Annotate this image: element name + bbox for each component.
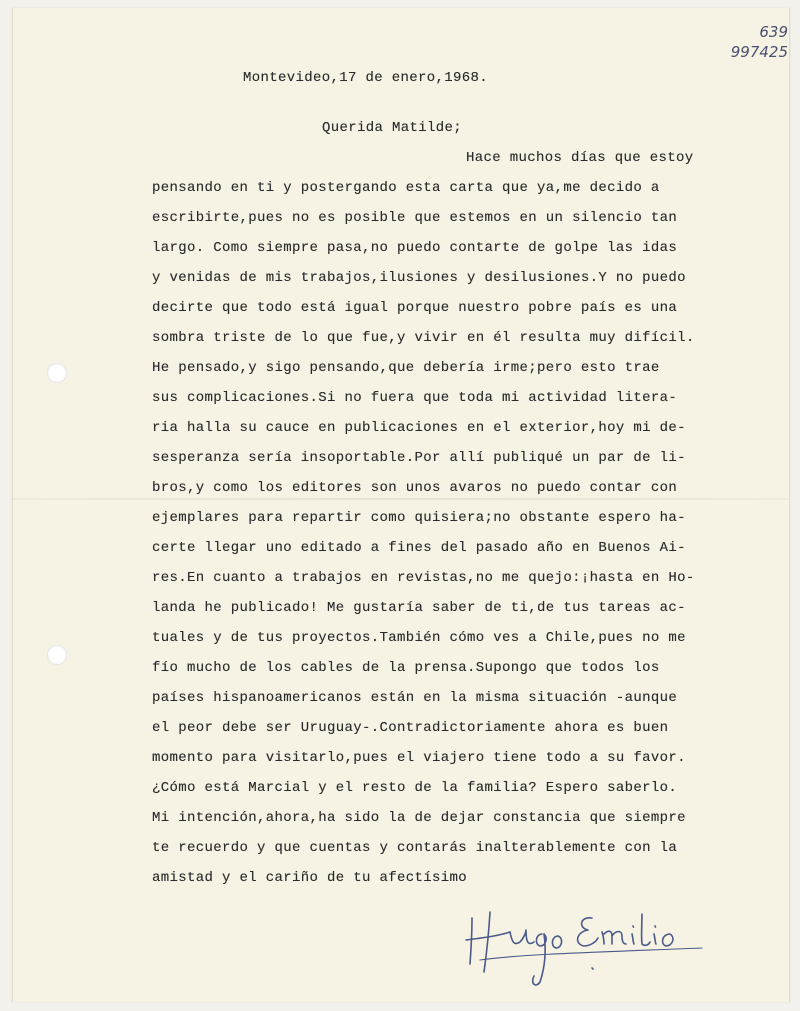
letter-line: bros,y como los editores son unos avaros no puedo contar con: [152, 480, 678, 496]
letter-line: landa he publicado! Me gustaría saber de ti,de tus tareas ac-: [152, 600, 686, 616]
letter-line: escribirte,pues no es posible que estemos en un silencio tan: [152, 210, 678, 226]
page-fold: [12, 498, 788, 500]
letter-line: Mi intención,ahora,ha sido la de dejar constancia que siempre: [152, 810, 686, 826]
punch-hole-bottom: [47, 645, 67, 665]
letter-line: pensando en ti y postergando esta carta que ya,me decido a: [152, 180, 660, 196]
letter-line: sus complicaciones.Si no fuera que toda mi actividad litera-: [152, 390, 678, 406]
letter-line: He pensado,y sigo pensando,que debería irme;pero esto trae: [152, 360, 660, 376]
letter-line: sombra triste de lo que fue,y vivir en él resulta muy difícil.: [152, 330, 695, 346]
letter-line: decirte que todo está igual porque nuestro pobre país es una: [152, 300, 678, 316]
punch-hole-top: [47, 363, 67, 383]
letter-line: te recuerdo y que cuentas y contarás inalterablemente con la: [152, 840, 678, 856]
letter-line: ria halla su cauce en publicaciones en el exterior,hoy mi de-: [152, 420, 686, 436]
letter-line: res.En cuanto a trabajos en revistas,no me quejo:¡hasta en Ho-: [152, 570, 695, 586]
letter-line: tuales y de tus proyectos.También cómo ves a Chile,pues no me: [152, 630, 686, 646]
letter-line: amistad y el cariño de tu afectísimo: [152, 870, 468, 886]
letter-line: certe llegar uno editado a fines del pasado año en Buenos Ai-: [152, 540, 686, 556]
letter-line: ¿Cómo está Marcial y el resto de la familia? Espero saberlo.: [152, 780, 678, 796]
letter-line: Hace muchos días que estoy: [466, 150, 694, 166]
letter-line: largo. Como siempre pasa,no puedo contarte de golpe las idas: [152, 240, 678, 256]
letter-line: fío mucho de los cables de la prensa.Supongo que todos los: [152, 660, 660, 676]
letter-line: ejemplares para repartir como quisiera;no obstante espero ha-: [152, 510, 686, 526]
letter-line: sesperanza sería insoportable.Por allí publiqué un par de li-: [152, 450, 686, 466]
date-line: Montevideo,17 de enero,1968.: [243, 70, 489, 86]
archive-number-1: 639: [759, 23, 788, 41]
archive-number-2: 997425: [730, 43, 788, 61]
archive-number: [731, 22, 788, 62]
letter-line: y venidas de mis trabajos,ilusiones y desilusiones.Y no puedo: [152, 270, 686, 286]
signature-text: Hugo Emilio: [462, 902, 469, 903]
handwritten-signature: [462, 902, 722, 992]
letter-line: el peor debe ser Uruguay-.Contradictoriamente ahora es buen: [152, 720, 669, 736]
letter-line: países hispanoamericanos están en la misma situación -aunque: [152, 690, 678, 706]
letter-line: momento para visitarlo,pues el viajero tiene todo a su favor.: [152, 750, 686, 766]
salutation: Querida Matilde;: [322, 120, 463, 136]
